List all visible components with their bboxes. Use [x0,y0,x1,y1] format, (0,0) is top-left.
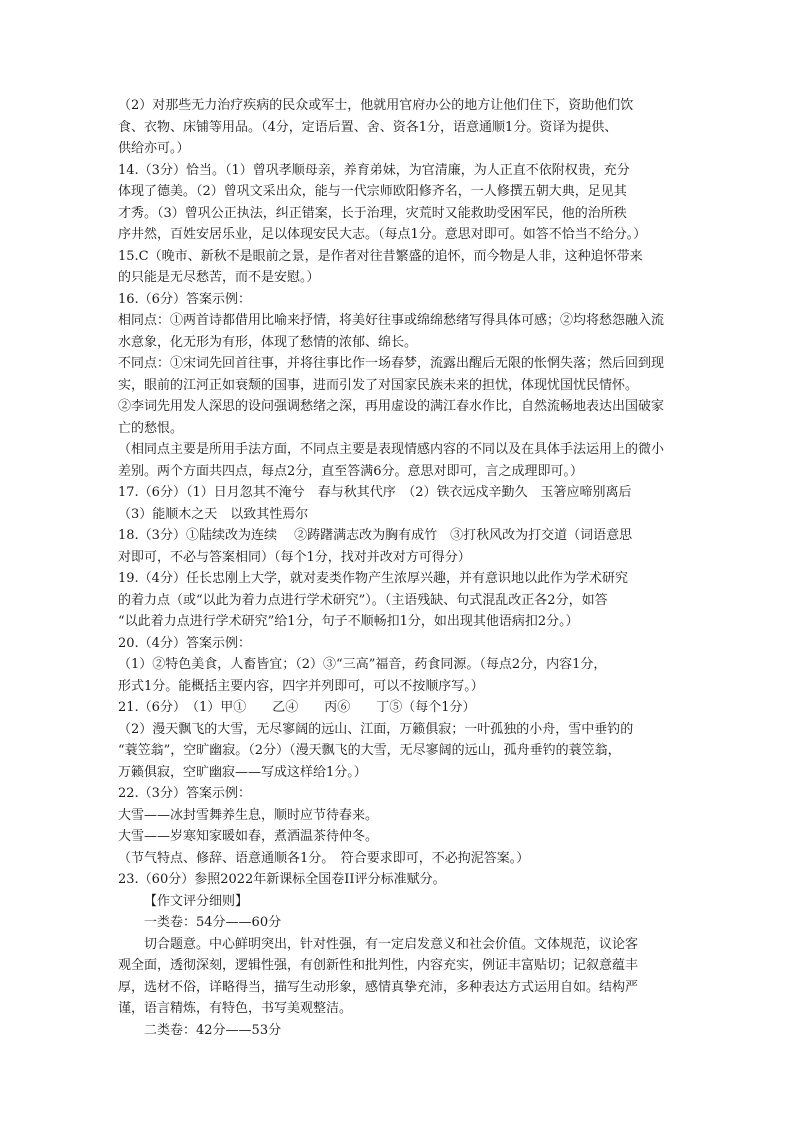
text-line: 二类卷：42分——53分 [144,1022,282,1038]
text-line: （相同点主要是所用手法方面，不同点主要是表现情感内容的不同以及在具体手法运用上的微小 [118,442,665,457]
text-line: 谨，语言精炼，有特色，书写美观整洁。 [118,1001,353,1016]
text-line: （2）对那些无力治疗疾病的民众或军士，他就用官府办公的地方让他们住下，资助他们饮 [118,98,634,113]
text-line: 相同点：①两首诗都借用比喻来抒情，将美好往事或绵绵愁绪写得具体可感；②均将愁怨融入流 [118,313,665,328]
text-line: 厚，选材不俗，详略得当，描写生动形象，感情真挚充沛，多种表达方式运用自如。结构严 [118,979,639,995]
text-line: 食、衣物、床铺等用品。（4分，定语后置、舍、资各1分，语意通顺1分。资译为提供、 [118,119,618,135]
text-line: （3）能顺木之天 以致其性焉尔 [118,506,309,522]
text-line: （1）②特色美食，人畜皆宜；（2）③“三高”福音，药食同源。（每点2分，内容1分， [118,657,607,672]
text-line: 21.（6分） （1）甲① 乙④ 丙⑥ 丁⑤（每个1分） [118,700,476,715]
text-line: 对即可，不必与答案相同）（每个1分，找对并改对方可得分） [118,549,471,565]
text-line: 供给亦可。） [118,141,190,156]
text-line: 万籁俱寂，空旷幽寂——写成这样给1分。） [118,764,367,780]
text-line: 19.（4分）任长忠刚上大学，就对麦类作物产生浓厚兴趣，并有意识地以此作为学术研究 [118,571,628,586]
text-line: 的只能是无尽愁苦，而不是安慰。） [118,270,320,285]
text-line: 形式1分。能概括主要内容，四字并列即可，可以不按顺序写。） [118,678,484,694]
text-line: 16.（6分）答案示例： [118,291,251,307]
text-line: 23.（60分）参照2022年新课标全国卷II评分标准赋分。 [118,872,446,887]
text-line: “以此着力点进行学术研究”给1分，句子不顺畅扣1分，如出现其他语病扣2分。） [118,614,579,629]
text-line: （节气特点、修辞、语意通顺各1分。 符合要求即可，不必拘泥答案。） [118,850,530,866]
text-line: 20.（4分）答案示例： [118,635,251,651]
text-line: 序井然，百姓安居乐业，足以体现安民大志。（每点1分。意思对即可。如答不恰当不给分。） [118,227,647,242]
text-line: 18.（3分）①陆续改为连续 ②踌躇满志改为胸有成竹 ③打秋风改为打交道（词语意思 [118,528,633,543]
text-line: 不同点：①宋词先回首往事，并将往事比作一场春梦，流露出醒后无限的怅惘失落；然后回到现 [118,356,665,371]
text-line: 22.（3分）答案示例： [118,786,251,801]
text-line: 14.（3分）恰当。（1）曾巩孝顺母亲，养育弟妹，为官清廉，为人正直不依附权贵，充分 [118,162,630,178]
text-line: 水意象，化无形为有形，体现了愁情的浓郁、绵长。 [118,334,418,350]
text-line: 实，眼前的江河正如衰颓的国事，进而引发了对国家民族未来的担忧，体现忧国忧民情怀。 [118,377,639,393]
text-line: 差别。两个方面共四点，每点2分，直至答满6分。意思对即可，言之成理即可。） [118,463,584,479]
text-line: 的着力点（或“以此为着力点进行学术研究”）。（主语残缺、句式混乱改正各2分，如答 [118,592,608,608]
text-line: 切合题意。中心鲜明突出，针对性强，有一定启发意义和社会价值。文体规范，议论客 [144,936,639,952]
text-line: ②李词先用发人深思的设问强调愁绪之深，再用虚设的满江春水作比，自然流畅地表达出国破家 [118,399,665,414]
text-line: 【作文评分细则】 [144,893,249,909]
text-line: （2）漫天飘飞的大雪，无尽寥阔的远山、江面，万籁俱寂；一叶孤独的小舟，雪中垂钓的 [118,721,634,737]
text-line: 观全面，透彻深刻，逻辑性强，有创新性和批判性，内容充实，例证丰富贴切；记叙意蕴丰 [118,958,639,973]
text-line: 大雪——岁寒知家暖如春，煮酒温茶待仲冬。 [118,829,379,844]
text-line: 17.（6分）（1）日月忽其不淹兮 春与秋其代序 （2）铁衣远戍辛勤久 玉箸应啼别离后 [118,485,632,500]
text-line: 亡的愁恨。 [118,420,184,436]
text-line: 15.C（晚市、新秋不是眼前之景，是作者对往昔繁盛的追怀，而今物是人非，这种追怀带来 [118,248,643,264]
text-line: 一类卷：54分——60分 [144,915,282,930]
text-line: 才秀。（3）曾巩公正执法，纠正错案，长于治理，灾荒时又能救助受困军民，他的治所秩 [118,205,627,221]
text-line: “蓑笠翁”，空旷幽寂。（2分）（漫天飘飞的大雪，无尽寥阔的远山，孤舟垂钓的蓑笠翁， [118,743,621,758]
text-line: 大雪——冰封雪舞养生息，顺时应节待春来。 [118,807,379,823]
answer-key-page [118,95,698,1041]
text-line: 体现了德美。（2）曾巩文采出众，能与一代宗师欧阳修齐名，一人修撰五朝大典，足见其 [118,184,627,199]
